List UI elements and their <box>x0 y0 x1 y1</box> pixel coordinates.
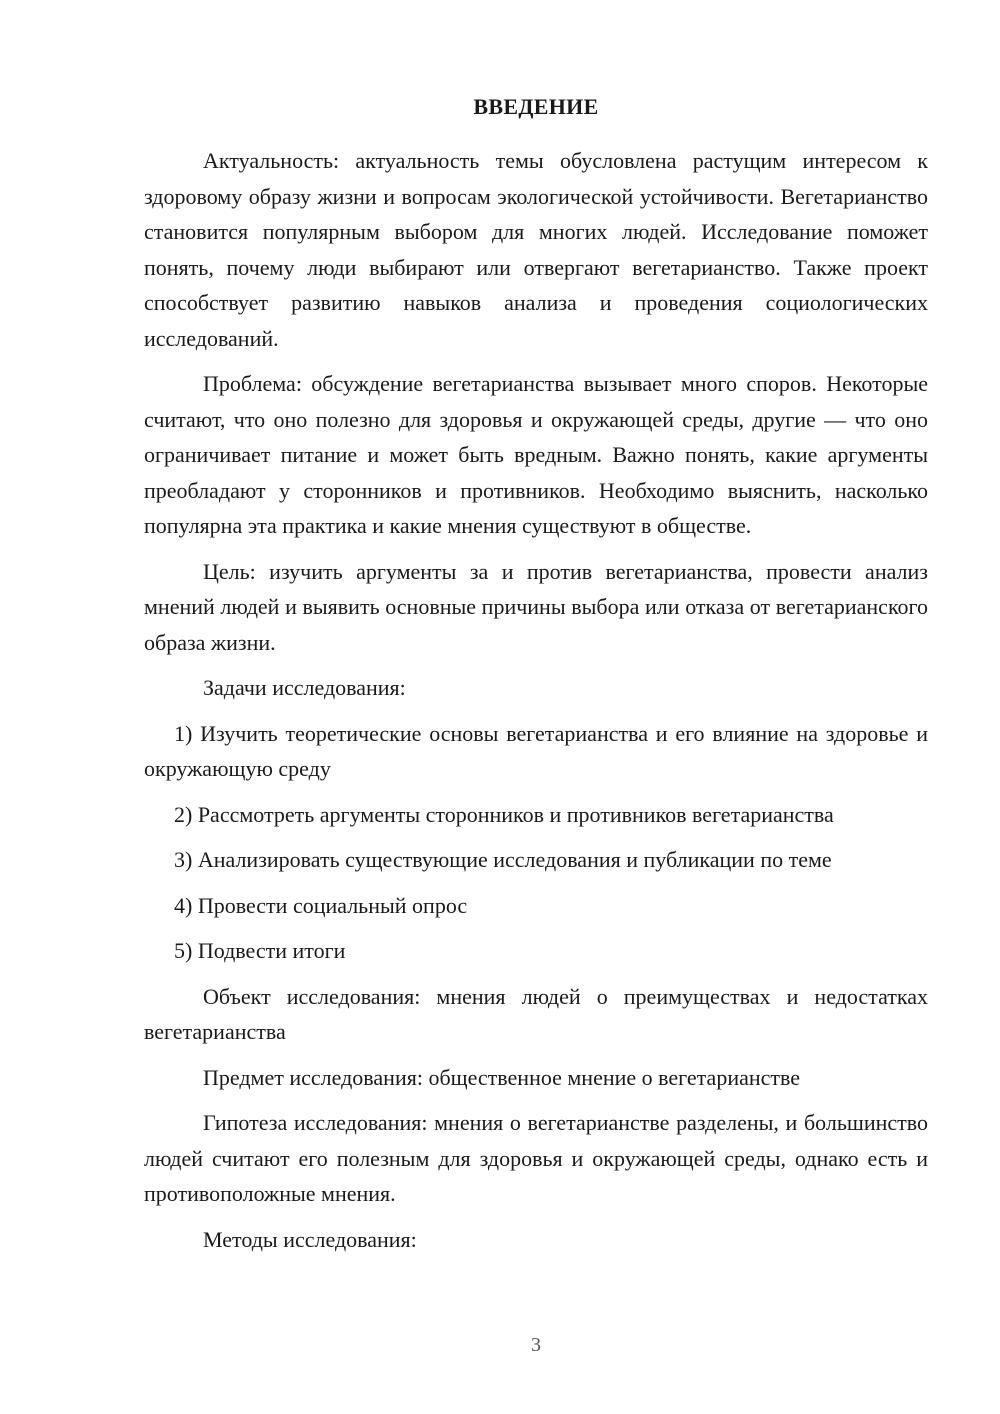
paragraph-relevance: Актуальность: актуальность темы обусловлена растущим интересом к здоровому образу жизни и вопросам экологической устойчивости. Вегетарианство становится популярным выбором для многих людей. Исследование поможет понять, почему люди выбирают или отвергают вегетарианство. Также проект способствует развитию навыков анализа и проведения социологических исследований. <box>144 148 928 351</box>
task-item-3: 3) Анализировать существующие исследования и публикации по теме <box>174 847 832 872</box>
page-title: ВВЕДЕНИЕ <box>473 94 599 119</box>
task-item-4: 4) Провести социальный опрос <box>174 892 468 918</box>
paragraph-problem: Проблема: обсуждение вегетарианства вызывает много споров. Некоторые считают, что оно полезно для здоровья и окружающей среды, другие — что оно ограничивает питание и может быть вредным. Важно понять, какие аргументы преобладают у сторонников и противников. Необходимо выяснить, насколько популярна эта практика и какие мнения существуют в обществе. <box>144 371 928 538</box>
tasks-heading: Задачи исследования: <box>203 675 406 700</box>
paragraph-object: Объект исследования: мнения людей о преимуществах и недостатках вегетарианства <box>144 983 928 1044</box>
task-item-1: 1) Изучить теоретические основы вегетарианства и его влияние на здоровье и окружающую среду <box>144 720 928 781</box>
paragraph-hypothesis: Гипотеза исследования: мнения о вегетарианстве разделены, и большинство людей считают его полезным для здоровья и окружающей среды, однако есть и противоположные мнения. <box>144 1110 928 1206</box>
task-item-5: 5) Подвести итоги <box>174 938 346 963</box>
page-number: 3 <box>531 1334 541 1356</box>
paragraph-goal: Цель: изучить аргументы за и против вегетарианства, провести анализ мнений людей и выявить основные причины выбора или отказа от вегетарианского образа жизни. <box>144 558 928 655</box>
task-item-2: 2) Рассмотреть аргументы сторонников и противников вегетарианства <box>174 801 834 827</box>
document-body <box>144 143 928 1267</box>
methods-heading: Методы исследования: <box>203 1226 417 1252</box>
paragraph-subject: Предмет исследования: общественное мнение о вегетарианстве <box>203 1064 801 1090</box>
